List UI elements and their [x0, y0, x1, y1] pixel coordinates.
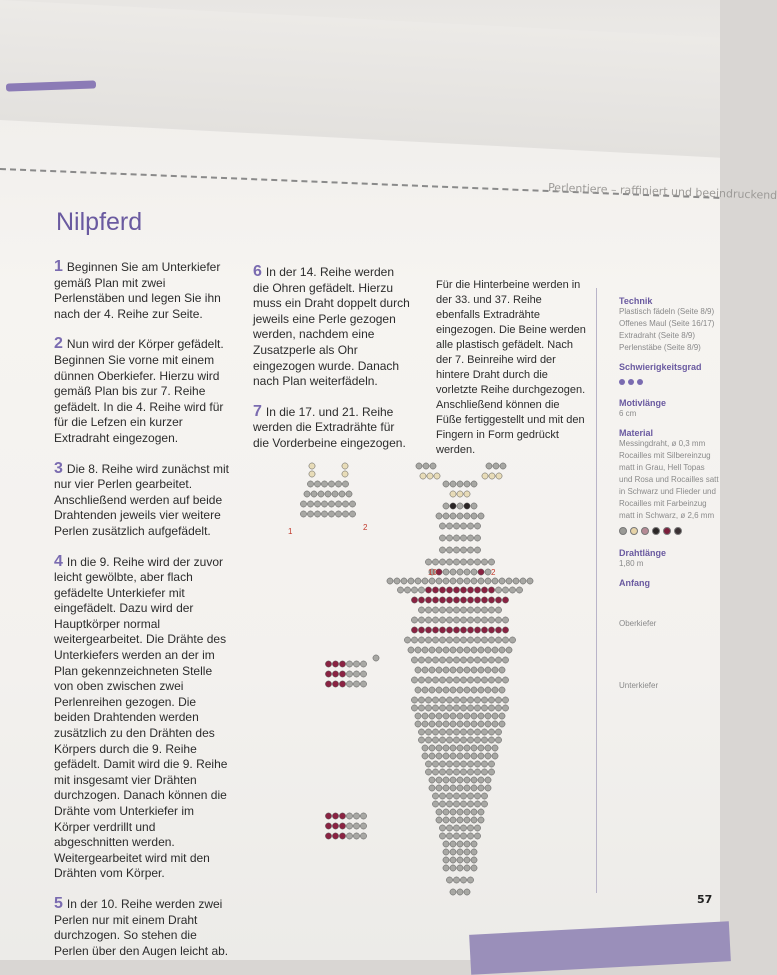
jaw-label-2: 2 [363, 523, 368, 532]
technik-heading: Technik [619, 296, 653, 306]
step-4: 4 In die 9. Reihe wird der zuvor leicht gewölbte, aber flach gefädelte Unterkiefer mit eingefädelt. Dazu wird der Hauptkörper normal weitergearbeitet. Die Drähte des Unterkiefers werden an der im Plan gekennzeichneten Stelle von oben zwischen zwei Perlenreihen gezogen. Die beiden Drahtenden werden zusätzlich zu den Drähten des Körpers durch die 9. Reihe gefädelt. Damit wird die 9. Reihe mit insgesamt vier Drähten durchzogen. Danach können die Drähte vom Unterkiefer im Körper verdrillt und abgeschnitten werden. Weitergearbeitet wird mit den Drähten vom Körper. [54, 552, 228, 881]
technik-item: Offenes Maul (Seite 16/17) [619, 319, 715, 328]
oberkiefer-label: Oberkiefer [619, 619, 657, 628]
technik-item: Perlenstäbe (Seite 8/9) [619, 343, 701, 352]
technik-item: Extradraht (Seite 8/9) [619, 331, 696, 340]
step-3: 3 Die 8. Reihe wird zunächst mit nur vier Perlen gearbeitet. Anschließend werden auf beide Drahtenden jeweils vier weitere Perlen zusätzlich aufgefädelt. [54, 459, 229, 538]
row-10-label: 10 [428, 568, 437, 577]
jaw-label-1: 1 [288, 527, 293, 536]
step-1: 1 Beginnen Sie am Unterkiefer gemäß Plan mit zwei Perlenstäben und legen Sie ihn nach der 4. Reihe zur Seite. [54, 258, 221, 321]
wire-length-heading: Drahtlänge [619, 548, 667, 558]
material-heading: Material [619, 428, 654, 438]
difficulty-heading: Schwierigkeitsgrad [619, 362, 702, 372]
unterkiefer-label: Unterkiefer [619, 681, 659, 690]
row-10-marker: 2 [491, 568, 496, 577]
step-7: 7 In die 17. und 21. Reihe werden die Extradrähte für die Vorderbeine eingezogen. [253, 402, 406, 450]
start-heading: Anfang [619, 578, 650, 588]
technik-item: Plastisch fädeln (Seite 8/9) [619, 307, 715, 316]
step-5: 5 In der 10. Reihe werden zwei Perlen nur mit einem Draht durchzogen. So stehen die Perlen über den Augen leicht ab. [54, 894, 229, 958]
length-value: 6 cm [619, 409, 637, 418]
page-number: 57 [697, 893, 713, 906]
step-6: 6 In der 14. Reihe werden die Ohren gefädelt. Hierzu muss ein Draht doppelt durch jeweils eine Perle gezogen werden, nachdem eine Zusatzperle als Ohr eingezogen wurde. Danach nach Plan weiterfädeln. [253, 263, 410, 389]
page-header: Perlentiere – raffiniert und beeindruckend [547, 181, 777, 202]
step-2: 2 Nun wird der Körper gefädelt. Beginnen Sie vorne mit einem dünnen Oberkiefer. Hierzu wird gemäß Plan bis zur 7. Reihe gefädelt. In die 4. Reihe wird für für die Lefzen ein kurzer Extradraht eingezogen. [54, 335, 224, 445]
material-item: Rocailles mit Silbereinzug matt in Grau, Hell Topas und Rosa und Rocailles satt in Schwarz und Flieder und Rocailles mit Farbeinzug matt in Schwarz, ø 2,6 mm [619, 451, 719, 520]
page-title: Nilpferd [56, 208, 143, 236]
instruction-column-3: Für die Hinterbeine werden in der 33. und 37. Reihe ebenfalls Extradrähte eingezogen. Die Beine werden alle plastisch gefädelt. Nach der 7. Beinreihe wird der hintere Draht durch die vorletzte Reihe durchgezogen. Anschließend können die Füße fertiggestellt und mit den Fingern in Form gedrückt werden. [436, 279, 586, 456]
wire-length-value: 1,80 m [619, 559, 644, 568]
material-item: Messingdraht, ø 0,3 mm [619, 439, 706, 448]
length-heading: Motivlänge [619, 398, 667, 408]
